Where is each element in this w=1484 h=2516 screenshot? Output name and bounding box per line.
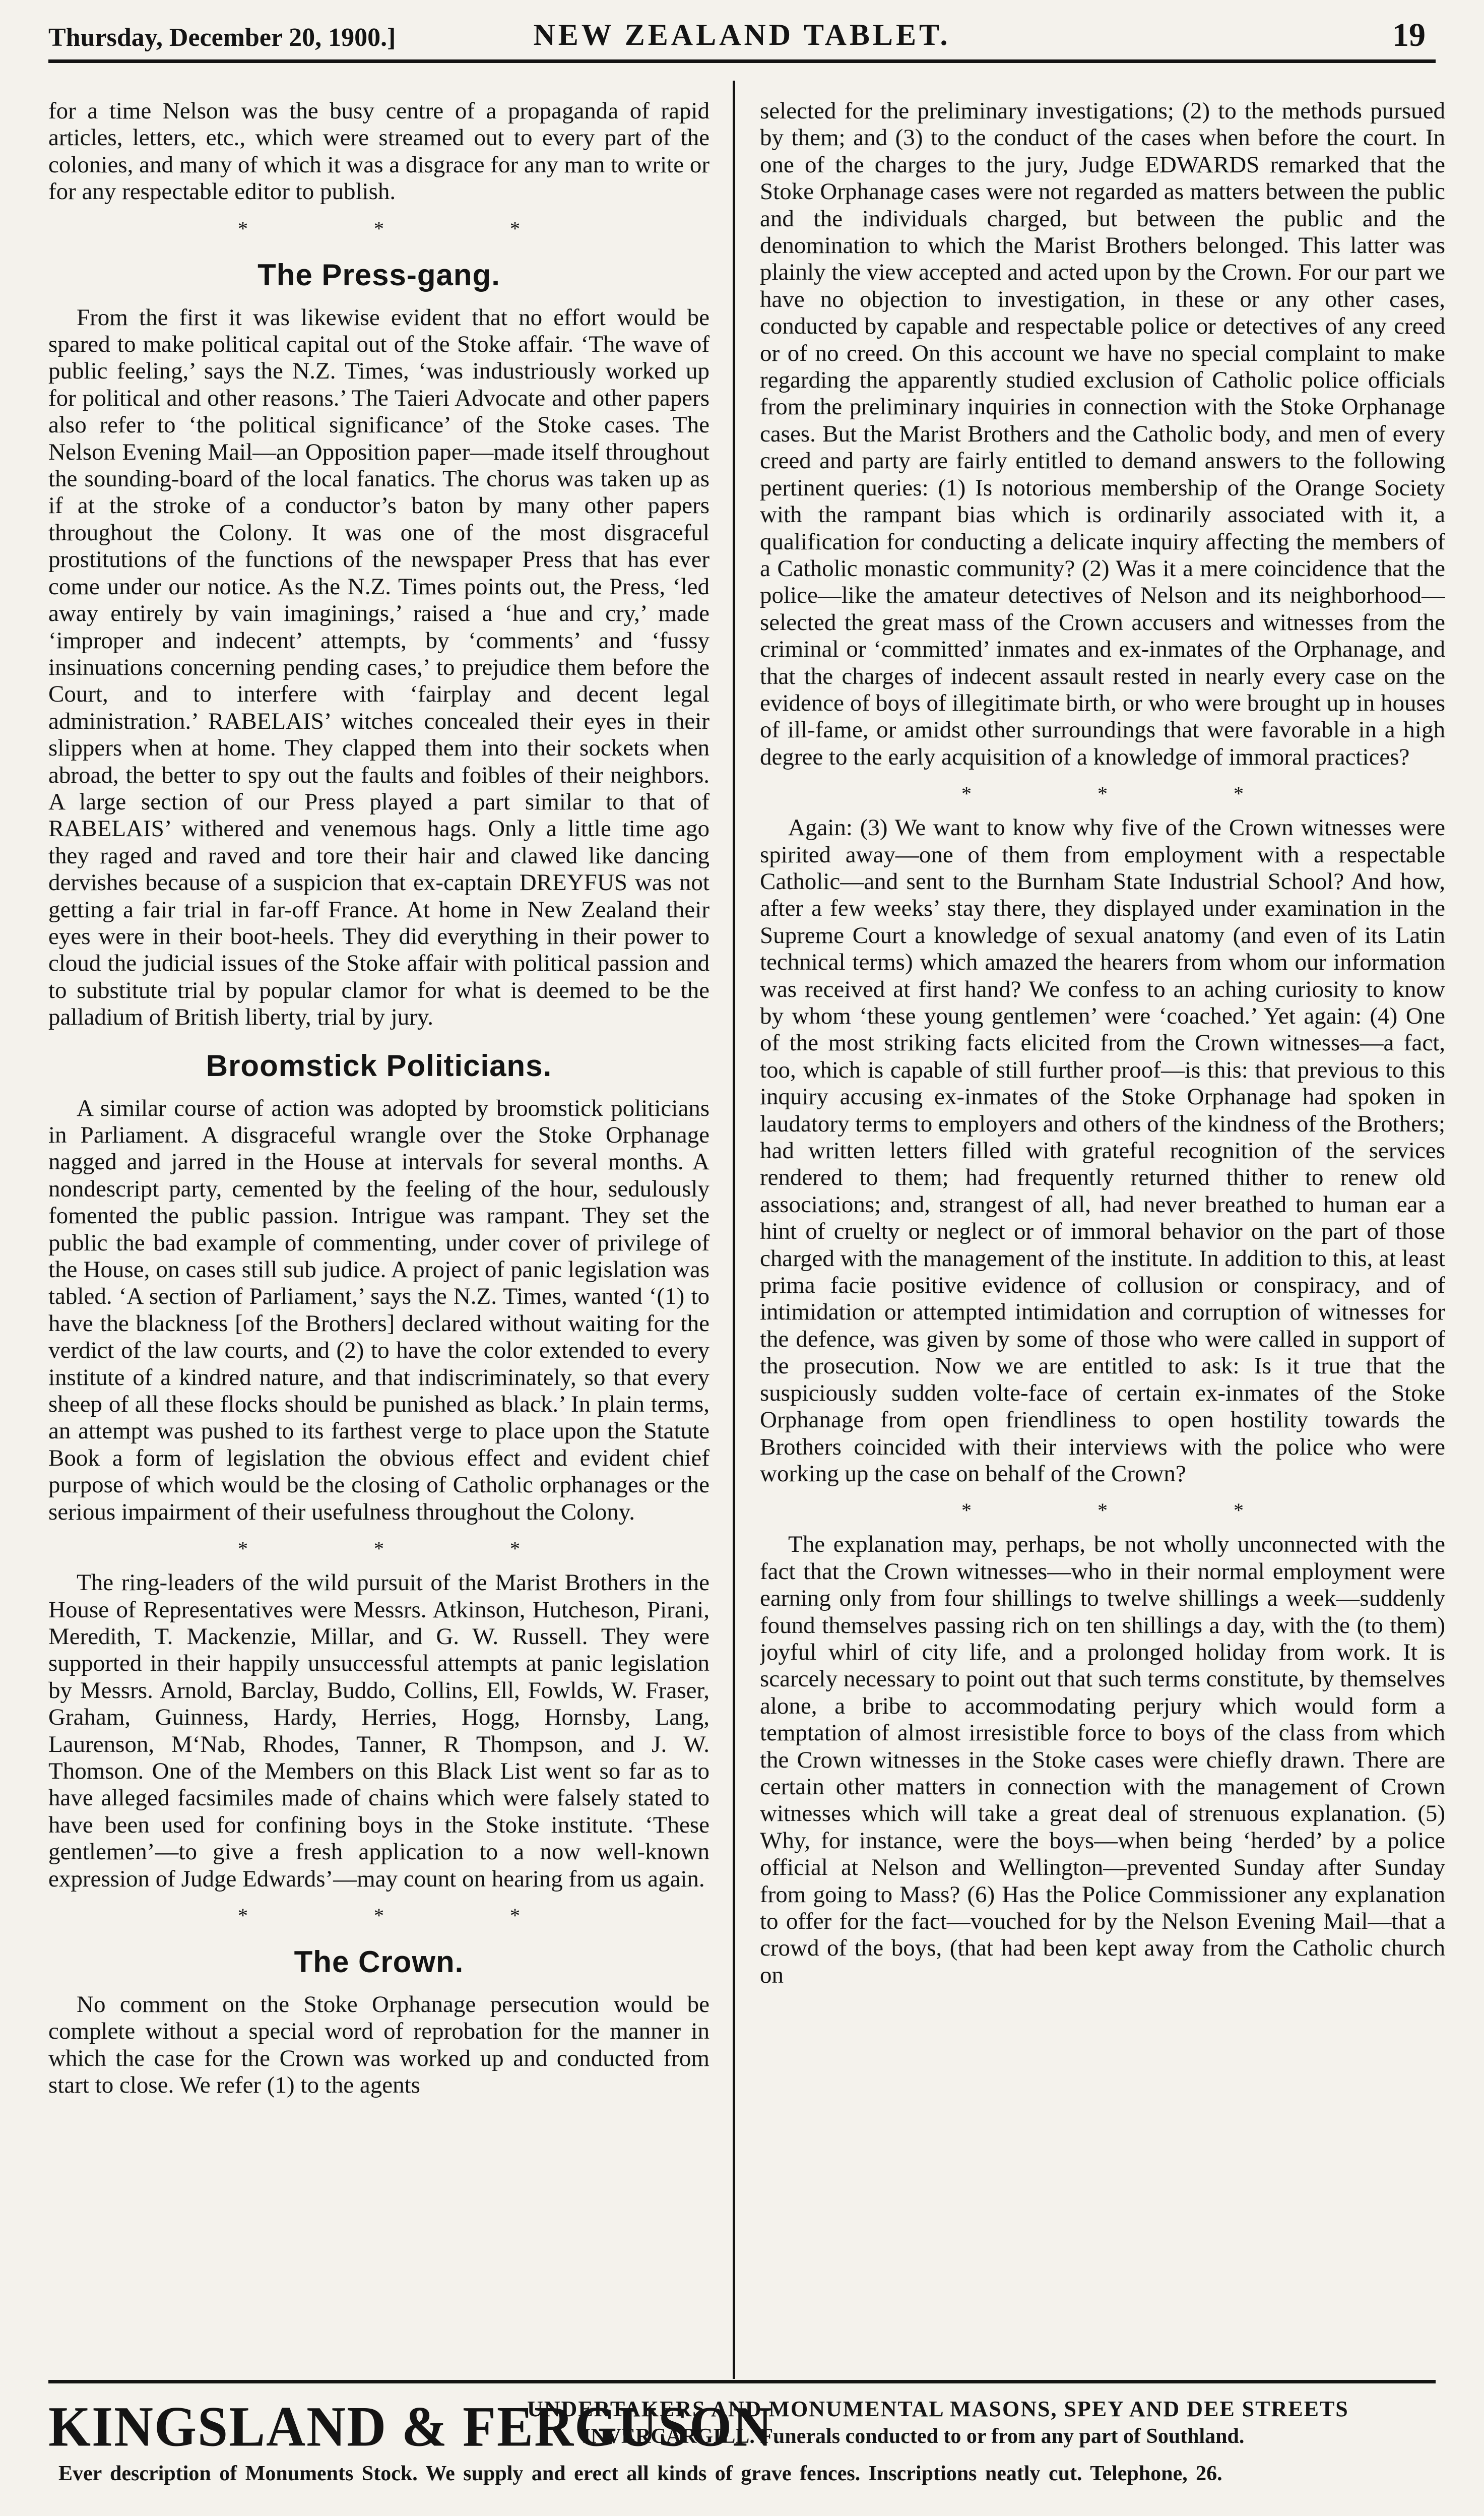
advertiser-name: KINGSLAND & FERGUSON	[48, 2396, 773, 2459]
advert-location-line: INVERCARGILL. Funerals conducted to or from any part of Southland.	[583, 2425, 1245, 2448]
paragraph-press-gang: From the first it was likewise evident that no effort would be spared to make political capital out of the Stoke affair. ‘The wave of public feeling,’ says the N.Z. Times, ‘was industriously worked up for political and other reasons.’ The Taieri Advocate and other papers also refer to ‘the political significance’ of the Stoke cases. The Nelson Evening Mail—an Opposition paper—made itself throughout the sounding-board of the local fanatics. The chorus was taken up as if at the stroke of a conductor’s baton by many other papers throughout the Colony. It was one of the most disgraceful prostitutions of the functions of the newspaper Press that has ever come under our notice. As the N.Z. Times points out, the Press, ‘led away entirely by vain imaginings,’ raised a ‘hue and cry,’ made ‘improper and indecent’ attempts, by ‘comments’ and ‘fussy insinuations concerning pending cases,’ to prejudice them before the Court, and to interfere with ‘fairplay and decent legal administration.’ RABELAIS’ witches concealed their eyes in their slippers when at home. They clapped them into their sockets when abroad, the better to spy out the faults and foibles of their neighbors. A large section of our Press played a part similar to that of RABELAIS’ withered and venemous hags. Only a little time ago they raged and raved and tore their hair and clawed like dancing dervishes because of a suspicion that ex-captain DREYFUS was not getting a fair trial in far-off France. At home in New Zealand their eyes were in their boot-heels. They did everything in their power to cloud the judicial issues of the Stoke affair with political passion and to substitute trial by popular clamor for what is deemed to be the palladium of British liberty, trial by jury.	[48, 304, 709, 1031]
paragraph-broomstick: A similar course of action was adopted by broomstick politicians in Parliament. A disgraceful wrangle over the Stoke Orphanage nagged and jarred in the House at intervals for several months. A nondescript party, cemented by the feeling of the hour, sedulously fomented the public passion. Intrigue was rampant. They set the public the bad example of commenting, under cover of privilege of the House, on cases still sub judice. A project of panic legislation was tabled. ‘A section of Parliament,’ says the N.Z. Times, wanted ‘(1) to have the blackness [of the Brothers] declared without waiting for the verdict of the law courts, and (2) to have the color extended to every institute of a kindred nature, and that indiscriminately, so that every sheep of all these flocks should be punished as black.’ In plain terms, an attempt was pushed to its farthest verge to place upon the Statute Book a form of legislation the obvious effect and evident chief purpose of which would be the closing of Catholic orphanages or the serious impairment of their usefulness throughout the Colony.	[48, 1095, 709, 1525]
paragraph-crown-agents: selected for the preliminary investigations; (2) to the methods pursued by them; and (3) to the conduct of the cases when before the court. In one of the charges to the jury, Judge EDWARDS remarked that the Stoke Orphanage cases were not regarded as matters between the public and the individuals charged, but between the public and the denomination to which the Marist Brothers belonged. This latter was plainly the view accepted and acted upon by the Crown. For our part we have no objection to investigation, in these or any other cases, conducted by capable and respectable police or detectives of any creed or of no creed. On this account we have no special complaint to make regarding the apparently studied exclusion of Catholic police officials from the preliminary inquiries in connection with the Stoke Orphanage cases. But the Marist Brothers and the Catholic body, and men of every creed and party are fairly entitled to demand answers to the following pertinent queries: (1) Is notorious membership of the Orange Society with the rampant bias which is ordinarily associated with it, a qualification for conducting a delicate inquiry affecting the members of a Catholic monastic community? (2) Was it a mere coincidence that the police—like the amateur detectives of Nelson and its neighborhood—selected the great mass of the Crown accusers and witnesses from the criminal or ‘committed’ inmates and ex-inmates of the Orphanage, and that the charges of indecent assault rested in nearly every case on the evidence of boys of illegitimate birth, or who were brought up in houses of ill-fame, or amidst other surroundings that were favorable in a high degree to the early acquisition of a knowledge of immoral practices?	[760, 98, 1445, 770]
heading-the-crown: The Crown.	[294, 1944, 464, 1979]
running-head	[48, 11, 1436, 63]
paragraph-the-crown: No comment on the Stoke Orphanage persecution would be complete without a special word of reprobation for the manner in which the case for the Crown was worked up and conducted from start to close. We refer (1) to the agents	[48, 1991, 709, 2099]
paragraph-again: Again: (3) We want to know why five of the Crown witnesses were spirited away—one of them from employment with a respectable Catholic—and sent to the Burnham State Industrial School? And how, after a few weeks’ stay there, they displayed under examination in the Supreme Court a knowledge of sexual anatomy (and even of its Latin technical terms) which amazed the hearers from whom our information was received at first hand? We confess to an aching curiosity to know by whom ‘these young gentlemen’ were ‘coached.’ Yet again: (4) One of the most striking facts elicited from the Crown witnesses—a fact, too, which is capable of still further proof—is this: that previous to this inquiry accusing ex-inmates of the Stoke Orphanage had spoken in laudatory terms to employers and others of the kindness of the Brothers; had written letters filled with grateful recognition of the services rendered to them; had frequently returned thither to renew old associations; and, strangest of all, had never breathed to human ear a hint of cruelty or neglect or of immoral behavior on the part of those charged with the management of the institute. In addition to this, at least prima facie positive evidence of collusion or conspiracy, and of intimidation or attempted intimidation and corruption of witnesses for the defence, was given by some of those who were called in support of the prosecution. Now we are entitled to ask: Is it true that the suspiciously sudden volte-face of certain ex-inmates of the Stoke Orphanage from open friendliness to open hostility towards the Brothers coincided with their interviews with the police who were working up the case on behalf of the Crown?	[760, 814, 1445, 1487]
heading-press-gang: The Press-gang.	[257, 258, 500, 292]
footer-rule	[48, 2380, 1436, 2383]
section-ornament: * * *	[238, 1537, 580, 1560]
section-ornament: * * *	[238, 217, 580, 240]
advert-business-line: UNDERTAKERS AND MONUMENTAL MASONS, SPEY AND DEE STREETS	[527, 2397, 1349, 2421]
left-column	[48, 98, 709, 2366]
issue-date: Thursday, December 20, 1900.]	[48, 23, 396, 52]
paragraph-ring-leaders: The ring-leaders of the wild pursuit of the Marist Brothers in the House of Representatives were Messrs. Atkinson, Hutcheson, Pirani, Meredith, T. Mackenzie, Millar, and G. W. Russell. They were supported in their happily unsuccessful attempts at panic legislation by Messrs. Arnold, Barclay, Buddo, Collins, Ell, Fowlds, W. Fraser, Graham, Guinness, Hardy, Herries, Hogg, Hornsby, Lang, Laurenson, M‘Nab, Rhodes, Tanner, R Thompson, and J. W. Thomson. One of the Members on this Black List went so far as to have alleged facsimiles made of chains which were falsely stated to have been used for confining boys in the Stoke institute. ‘These gentlemen’—to give a fresh application to a now well-known expression of Judge Edwards’—may count on hearing from us again.	[48, 1569, 709, 1892]
section-ornament: * * *	[238, 1904, 580, 1927]
section-ornament: * * *	[961, 782, 1304, 805]
advertisement	[48, 2391, 1436, 2502]
section-ornament: * * *	[961, 1499, 1304, 1522]
column-divider	[733, 81, 735, 2379]
heading-broomstick-politicians: Broomstick Politicians.	[206, 1048, 552, 1083]
page-number: 19	[1392, 17, 1426, 53]
advert-services-line: Ever description of Monuments Stock. We supply and erect all kinds of grave fences. Inscriptions neatly cut. Telephone, 26.	[58, 2462, 1222, 2485]
paragraph-explanation: The explanation may, perhaps, be not wholly unconnected with the fact that the Crown witnesses—who in their normal employment were earning only from four shillings to twelve shillings a week—suddenly found themselves passing rich on ten shillings a day, with the (to them) joyful whirl of city life, and a prolonged holiday from work. It is scarcely necessary to point out that such terms constitute, by themselves alone, a bribe to accommodating perjury which would form a temptation of almost irresistible force to boys of the class from which the Crown witnesses in the Stoke cases were chiefly drawn. There are certain other matters in connection with the management of Crown witnesses which will take a great deal of strenuous explanation. (5) Why, for instance, were the boys—when being ‘herded’ by a police official at Nelson and Wellington—prevented Sunday after Sunday from going to Mass? (6) Has the Police Commissioner any explanation to offer for the fact—vouched for by the Nelson Evening Mail—that a crowd of the boys, (that had been kept away from the Catholic church on	[760, 1531, 1445, 1988]
masthead-title: NEW ZEALAND TABLET.	[533, 18, 951, 51]
paragraph-continuation: for a time Nelson was the busy centre of a propaganda of rapid articles, letters, etc., which were streamed out to every part of the colonies, and many of which it was a disgrace for any man to write or for any respectable editor to publish.	[48, 98, 709, 205]
right-column	[760, 98, 1445, 2366]
